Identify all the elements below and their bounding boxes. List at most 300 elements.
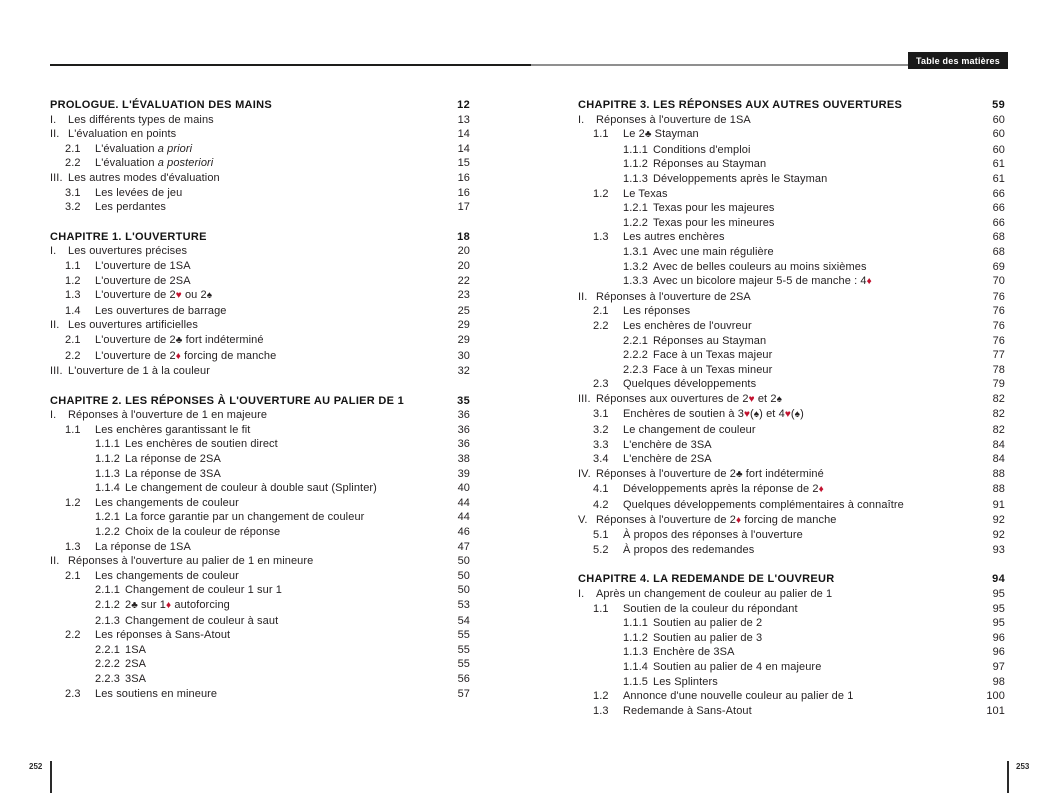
toc-entry [50, 540, 470, 555]
toc-entry-label: Les enchères garantissant le fit [95, 423, 251, 436]
top-rule-left [50, 64, 531, 66]
toc-chapter-heading [50, 98, 470, 113]
toc-entry-page: 50 [457, 555, 470, 568]
toc-entry-page: 44 [457, 511, 470, 524]
toc-entry-number: 1.1.1 [623, 143, 648, 156]
toc-entry-page: 36 [457, 438, 470, 451]
toc-entry-page: 47 [457, 540, 470, 553]
toc-entry-number: 1.2.1 [95, 511, 120, 524]
toc-entry [578, 543, 1005, 558]
toc-entry-page: 100 [986, 690, 1005, 703]
toc-entry-page: 95 [992, 602, 1005, 615]
toc-entry-page: 29 [457, 333, 470, 346]
toc-entry [578, 528, 1005, 543]
toc-entry-page: 22 [457, 274, 470, 287]
toc-entry-label: Réponses à l'ouverture de 1 en majeure [68, 409, 268, 422]
toc-block [578, 572, 1005, 718]
toc-entry-page: 39 [457, 467, 470, 480]
toc-entry [50, 171, 470, 186]
toc-entry [578, 290, 1005, 305]
toc-entry [578, 377, 1005, 392]
toc-entry-label: Avec de belles couleurs au moins sixièmes [653, 260, 867, 273]
toc-entry-page: 82 [992, 392, 1005, 405]
toc-entry-page: 30 [457, 349, 470, 362]
toc-entry-label: Les changements de couleur [95, 569, 239, 582]
toc-entry-page: 91 [992, 499, 1005, 512]
toc-entry-number: III. [50, 171, 63, 184]
toc-entry [50, 672, 470, 687]
toc-entry-label: À propos des réponses à l'ouverture [623, 529, 803, 542]
toc-entry-page: 23 [457, 289, 470, 302]
toc-entry [50, 244, 470, 259]
toc-entry-number: 1.3.2 [623, 260, 648, 273]
toc-entry-label: Les différents types de mains [68, 113, 214, 126]
toc-entry-number: 1.2 [593, 690, 609, 703]
toc-entry-label: Choix de la couleur de réponse [125, 526, 281, 539]
toc-entry-page: 14 [457, 142, 470, 155]
crop-tick-right [1007, 761, 1009, 793]
toc-entry-label: Réponses à l'ouverture au palier de 1 en mineure [68, 555, 314, 568]
toc-entry [50, 583, 470, 598]
toc-entry-label: Conditions d'emploi [653, 143, 751, 156]
toc-entry-number: 5.1 [593, 529, 609, 542]
toc-entry-number: I. [50, 113, 57, 126]
toc-entry-label: Les Splinters [653, 675, 718, 688]
toc-entry-page: 97 [992, 660, 1005, 673]
toc-entry [50, 408, 470, 423]
toc-entry-number: 2.2.1 [623, 334, 648, 347]
toc-entry-label: Développements après le Stayman [653, 172, 828, 185]
toc-entry-number: 1.1.4 [623, 660, 648, 673]
toc-entry-label: Les ouvertures artificielles [68, 319, 198, 332]
toc-entry-number: 1.1 [65, 423, 81, 436]
diamond-icon: ♦ [175, 350, 181, 362]
toc-entry-label: Les levées de jeu [95, 186, 183, 199]
folio-right: 253 [1016, 762, 1030, 771]
toc-chapter-title: CHAPITRE 2. LES RÉPONSES À L'OUVERTURE AU PALIER DE 1 [50, 394, 405, 407]
toc-entry-page: 38 [457, 453, 470, 466]
toc-entry [578, 143, 1005, 158]
toc-entry-number: III. [578, 392, 591, 405]
toc-entry-number: 3.4 [593, 453, 609, 466]
toc-entry-number: 1.2.2 [95, 526, 120, 539]
toc-chapter-page: 18 [457, 230, 470, 243]
toc-entry-page: 57 [457, 687, 470, 700]
club-icon: ♣ [735, 468, 743, 480]
toc-entry-number: 1.1.1 [95, 438, 120, 451]
toc-entry-page: 84 [992, 438, 1005, 451]
toc-entry [578, 704, 1005, 719]
toc-entry-page: 61 [992, 158, 1005, 171]
toc-entry-number: 2.2.3 [623, 363, 648, 376]
toc-entry-number: V. [578, 513, 588, 526]
toc-entry-label: Texas pour les mineures [653, 216, 775, 229]
toc-entry [50, 525, 470, 540]
toc-entry-page: 66 [992, 216, 1005, 229]
toc-entry [578, 392, 1005, 408]
toc-entry-label: 2SA [125, 658, 147, 671]
toc-entry-label: Texas pour les majeures [653, 202, 775, 215]
toc-entry-number: 2.2.1 [95, 643, 120, 656]
toc-entry-number: 2.1 [65, 333, 81, 346]
toc-entry-page: 95 [992, 617, 1005, 630]
toc-entry [578, 645, 1005, 660]
toc-entry-page: 96 [992, 631, 1005, 644]
toc-entry-number: I. [578, 113, 585, 126]
toc-entry [578, 245, 1005, 260]
toc-entry-number: 2.3 [65, 687, 81, 700]
toc-entry-page: 60 [992, 113, 1005, 126]
toc-chapter-title: CHAPITRE 4. LA REDEMANDE DE L'OUVREUR [578, 573, 835, 586]
toc-entry-number: 2.2.2 [95, 658, 120, 671]
toc-entry-label: L'évaluation en points [68, 128, 177, 141]
spade-icon: ♠ [776, 393, 782, 405]
toc-entry-page: 17 [457, 201, 470, 214]
toc-entry-label: La réponse de 3SA [125, 467, 221, 480]
toc-entry-page: 92 [992, 529, 1005, 542]
toc-entry [50, 127, 470, 142]
toc-entry-page: 88 [992, 467, 1005, 480]
toc-entry [50, 481, 470, 496]
toc-chapter-heading [578, 572, 1005, 587]
toc-entry-page: 76 [992, 305, 1005, 318]
toc-entry-number: 1.1.3 [623, 646, 648, 659]
toc-entry [578, 157, 1005, 172]
toc-chapter-page: 94 [992, 573, 1005, 586]
club-icon: ♣ [175, 334, 183, 346]
toc-entry-label: 2♣ sur 1♦ autoforcing [125, 599, 230, 611]
toc-entry-label: Changement de couleur 1 sur 1 [125, 584, 282, 597]
toc-entry [578, 230, 1005, 245]
toc-entry-number: 2.1 [593, 305, 609, 318]
toc-entry-number: 3.1 [593, 408, 609, 421]
toc-entry-label: L'ouverture de 1SA [95, 259, 191, 272]
toc-entry-number: 1.2 [65, 496, 81, 509]
toc-entry-label: Le 2♣ Stayman [623, 128, 699, 141]
table-of-contents [50, 98, 1005, 718]
toc-entry-number: II. [50, 555, 60, 568]
toc-entry [578, 348, 1005, 363]
spade-icon: ♠ [794, 409, 801, 421]
toc-entry [578, 187, 1005, 202]
toc-entry-page: 46 [457, 526, 470, 539]
toc-chapter-page: 12 [457, 99, 470, 111]
toc-entry [50, 156, 470, 171]
toc-block [50, 98, 470, 215]
toc-entry-page: 68 [992, 231, 1005, 244]
toc-entry-label: Face à un Texas majeur [653, 349, 773, 362]
toc-entry-page: 101 [986, 704, 1005, 717]
toc-entry-page: 54 [457, 614, 470, 627]
toc-entry-label: Le Texas [623, 187, 668, 200]
toc-entry-label: L'évaluation a posteriori [95, 157, 214, 170]
toc-entry-number: 2.1 [65, 142, 81, 155]
toc-entry-label: Redemande à Sans-Atout [623, 704, 752, 717]
toc-entry-label: Avec une main régulière [653, 245, 774, 258]
toc-entry-page: 36 [457, 409, 470, 422]
toc-entry-label: Les enchères de l'ouvreur [623, 319, 752, 332]
toc-entry-page: 55 [457, 629, 470, 642]
toc-entry [578, 438, 1005, 453]
toc-entry-label: Changement de couleur à saut [125, 614, 279, 627]
toc-entry-number: 2.2 [65, 349, 81, 362]
toc-entry-label: Réponses à l'ouverture de 1SA [596, 113, 751, 126]
toc-entry-page: 76 [992, 290, 1005, 303]
toc-entry-number: IV. [578, 467, 591, 480]
toc-entry-number: 1.4 [65, 304, 81, 317]
toc-chapter-page: 35 [457, 394, 470, 407]
toc-entry-number: 2.1 [65, 569, 81, 582]
toc-entry-page: 50 [457, 584, 470, 597]
toc-entry [578, 319, 1005, 334]
toc-entry-page: 76 [992, 319, 1005, 332]
toc-entry-label: Développements après la réponse de 2♦ [623, 483, 824, 496]
toc-entry-label: Enchères de soutien à 3♥(♠) et 4♥(♠) [623, 408, 804, 421]
heart-icon: ♥ [784, 409, 791, 421]
toc-entry-label: Les enchères de soutien direct [125, 438, 278, 451]
toc-entry [50, 569, 470, 584]
toc-entry-page: 20 [457, 245, 470, 258]
toc-entry-label: Réponses à l'ouverture de 2♣ fort indéterminé [596, 467, 824, 480]
toc-entry [50, 200, 470, 215]
toc-entry-page: 76 [992, 334, 1005, 347]
toc-entry-label: Les ouvertures précises [68, 245, 188, 258]
top-rule-right [531, 64, 908, 66]
toc-entry [50, 423, 470, 438]
toc-entry [50, 643, 470, 658]
toc-entry [50, 186, 470, 201]
toc-entry-number: 1.3.1 [623, 245, 648, 258]
toc-entry-label: Réponses au Stayman [653, 334, 767, 347]
toc-chapter-heading [50, 230, 470, 245]
toc-entry [50, 113, 470, 128]
toc-entry-label: Réponses à l'ouverture de 2SA [596, 290, 751, 303]
toc-entry-page: 56 [457, 672, 470, 685]
toc-entry-label: À propos des redemandes [623, 543, 755, 556]
spade-icon: ♠ [206, 290, 213, 302]
toc-entry-page: 14 [457, 128, 470, 141]
toc-entry-label: 1SA [125, 643, 147, 656]
toc-entry [578, 587, 1005, 602]
toc-entry-number: 2.2 [65, 629, 81, 642]
toc-entry-label: Les réponses à Sans-Atout [95, 629, 231, 642]
toc-entry-number: 1.3.3 [623, 275, 648, 288]
toc-entry-number: 2.2 [65, 157, 81, 170]
toc-entry-page: 96 [992, 646, 1005, 659]
toc-entry-page: 13 [457, 113, 470, 126]
diamond-icon: ♦ [818, 484, 824, 496]
toc-entry-number: II. [50, 128, 60, 141]
toc-chapter-title: PROLOGUE. L'ÉVALUATION DES MAINS [50, 99, 273, 111]
toc-entry [578, 407, 1005, 423]
toc-entry-label: Avec un bicolore majeur 5-5 de manche : 4♦ [653, 275, 872, 288]
toc-entry-number: 1.2.1 [623, 202, 648, 215]
toc-entry-label: Réponses aux ouvertures de 2♥ et 2♠ [596, 392, 782, 405]
toc-entry-number: 1.1 [593, 128, 609, 141]
spade-icon: ♠ [753, 409, 760, 421]
toc-entry-page: 60 [992, 143, 1005, 156]
crop-tick-left [50, 761, 52, 793]
club-icon: ♣ [644, 129, 652, 141]
toc-entry-page: 15 [457, 157, 470, 170]
toc-entry [578, 127, 1005, 143]
toc-entry-label: Les perdantes [95, 201, 167, 214]
toc-entry-label: Quelques développements [623, 378, 757, 391]
toc-entry [578, 513, 1005, 529]
toc-entry-page: 44 [457, 496, 470, 509]
toc-chapter-heading [50, 394, 470, 409]
toc-entry [578, 616, 1005, 631]
toc-entry-page: 69 [992, 260, 1005, 273]
toc-entry-page: 79 [992, 378, 1005, 391]
toc-entry-page: 66 [992, 202, 1005, 215]
toc-entry-label: La réponse de 1SA [95, 540, 191, 553]
toc-entry-label: Les réponses [623, 305, 691, 318]
toc-entry [50, 628, 470, 643]
toc-entry-label: Soutien au palier de 4 en majeure [653, 660, 822, 673]
toc-entry [578, 602, 1005, 617]
toc-entry-page: 55 [457, 643, 470, 656]
toc-entry-number: 5.2 [593, 543, 609, 556]
toc-entry [578, 216, 1005, 231]
section-badge-label: Table des matières [916, 55, 1000, 66]
toc-entry-label: L'ouverture de 2♥ ou 2♠ [95, 289, 213, 302]
diamond-icon: ♦ [735, 514, 742, 526]
toc-entry-number: I. [578, 588, 585, 600]
toc-entry [578, 423, 1005, 438]
toc-entry-page: 61 [992, 172, 1005, 185]
toc-entry-label: Quelques développements complémentaires à connaître [623, 499, 904, 512]
toc-entry-page: 16 [457, 186, 470, 199]
heart-icon: ♥ [175, 290, 182, 302]
toc-entry [50, 288, 470, 304]
toc-entry-label: Enchère de 3SA [653, 646, 735, 659]
toc-entry [50, 364, 470, 379]
toc-entry-number: 4.1 [593, 483, 609, 496]
toc-entry-label: L'ouverture de 2♦ forcing de manche [95, 349, 277, 362]
toc-entry-number: 2.1.3 [95, 614, 120, 627]
toc-entry-number: 1.2 [593, 187, 609, 200]
toc-entry-number: 3.3 [593, 438, 609, 451]
toc-entry-number: 1.3 [593, 704, 609, 717]
toc-entry-number: II. [50, 319, 60, 332]
toc-entry [50, 349, 470, 365]
toc-entry-page: 66 [992, 187, 1005, 200]
toc-entry [578, 631, 1005, 646]
toc-entry-number: 2.1.2 [95, 599, 120, 611]
toc-entry-label: Soutien au palier de 2 [653, 617, 763, 630]
toc-entry [50, 274, 470, 289]
toc-entry [578, 201, 1005, 216]
toc-entry-page: 20 [457, 259, 470, 272]
toc-entry-number: 1.1.3 [623, 172, 648, 185]
toc-entry-page: 78 [992, 363, 1005, 376]
toc-entry-page: 60 [992, 128, 1005, 141]
toc-chapter-heading [578, 98, 1005, 113]
toc-entry-page: 77 [992, 349, 1005, 362]
toc-entry [50, 452, 470, 467]
diamond-icon: ♦ [166, 600, 172, 611]
toc-block [50, 230, 470, 379]
toc-entry [50, 318, 470, 333]
toc-entry-page: 88 [992, 483, 1005, 496]
toc-entry [578, 482, 1005, 498]
toc-entry [50, 687, 470, 702]
toc-block [578, 98, 1005, 557]
toc-entry-page: 16 [457, 171, 470, 184]
toc-chapter-title: CHAPITRE 3. LES RÉPONSES AUX AUTRES OUVERTURES [578, 99, 903, 111]
toc-entry [578, 260, 1005, 275]
toc-entry-page: 82 [992, 424, 1005, 437]
toc-entry-label: L'enchère de 2SA [623, 453, 712, 466]
toc-entry-label: Les changements de couleur [95, 496, 239, 509]
toc-chapter-page: 59 [992, 99, 1005, 111]
toc-entry-number: 1.1.2 [623, 158, 648, 171]
toc-entry-label: Soutien au palier de 3 [653, 631, 763, 644]
toc-entry [50, 467, 470, 482]
toc-entry-number: 2.3 [593, 378, 609, 391]
toc-entry-label: Le changement de couleur [623, 424, 756, 437]
toc-entry-number: 1.1 [593, 602, 609, 615]
toc-entry-number: 3.2 [593, 424, 609, 437]
toc-entry-label: Après un changement de couleur au palier de 1 [596, 588, 833, 600]
toc-entry-page: 32 [457, 365, 470, 378]
toc-entry [578, 334, 1005, 349]
toc-entry [50, 496, 470, 511]
toc-entry [50, 598, 470, 614]
toc-entry [50, 437, 470, 452]
toc-entry-page: 55 [457, 658, 470, 671]
toc-entry-label: L'ouverture de 1 à la couleur [68, 365, 210, 378]
toc-page-left [50, 98, 470, 718]
toc-entry-number: 2.1.1 [95, 584, 120, 597]
heart-icon: ♥ [748, 393, 755, 405]
toc-entry-label: 3SA [125, 672, 147, 685]
toc-entry [578, 689, 1005, 704]
toc-entry-number: I. [50, 245, 57, 258]
toc-entry-number: 1.1.1 [623, 617, 648, 630]
toc-entry [50, 614, 470, 629]
toc-entry [578, 113, 1005, 128]
toc-entry-number: 1.1 [65, 259, 81, 272]
toc-entry-label: L'enchère de 3SA [623, 438, 712, 451]
toc-entry-label: Les autres enchères [623, 231, 725, 244]
toc-entry [50, 333, 470, 349]
toc-entry-label: Annonce d'une nouvelle couleur au palier de 1 [623, 690, 854, 703]
toc-entry-page: 25 [457, 304, 470, 317]
toc-entry-number: 1.3 [593, 231, 609, 244]
toc-block [50, 394, 470, 701]
toc-entry [50, 142, 470, 157]
toc-entry-number: 3.1 [65, 186, 81, 199]
folio-left: 252 [29, 762, 43, 771]
toc-entry-label: La force garantie par un changement de couleur [125, 511, 365, 524]
toc-entry-label: Les autres modes d'évaluation [68, 171, 220, 184]
toc-entry-page: 98 [992, 675, 1005, 688]
toc-entry-label: Les ouvertures de barrage [95, 304, 227, 317]
diamond-icon: ♦ [866, 276, 872, 288]
toc-entry-page: 95 [992, 588, 1005, 600]
toc-entry [50, 259, 470, 274]
toc-entry [578, 452, 1005, 467]
toc-entry [578, 172, 1005, 187]
toc-entry-number: 4.2 [593, 499, 609, 512]
toc-chapter-title: CHAPITRE 1. L'OUVERTURE [50, 230, 207, 243]
toc-entry-number: 1.1.2 [95, 453, 120, 466]
toc-entry [50, 510, 470, 525]
toc-entry [50, 657, 470, 672]
toc-entry-page: 82 [992, 408, 1005, 421]
